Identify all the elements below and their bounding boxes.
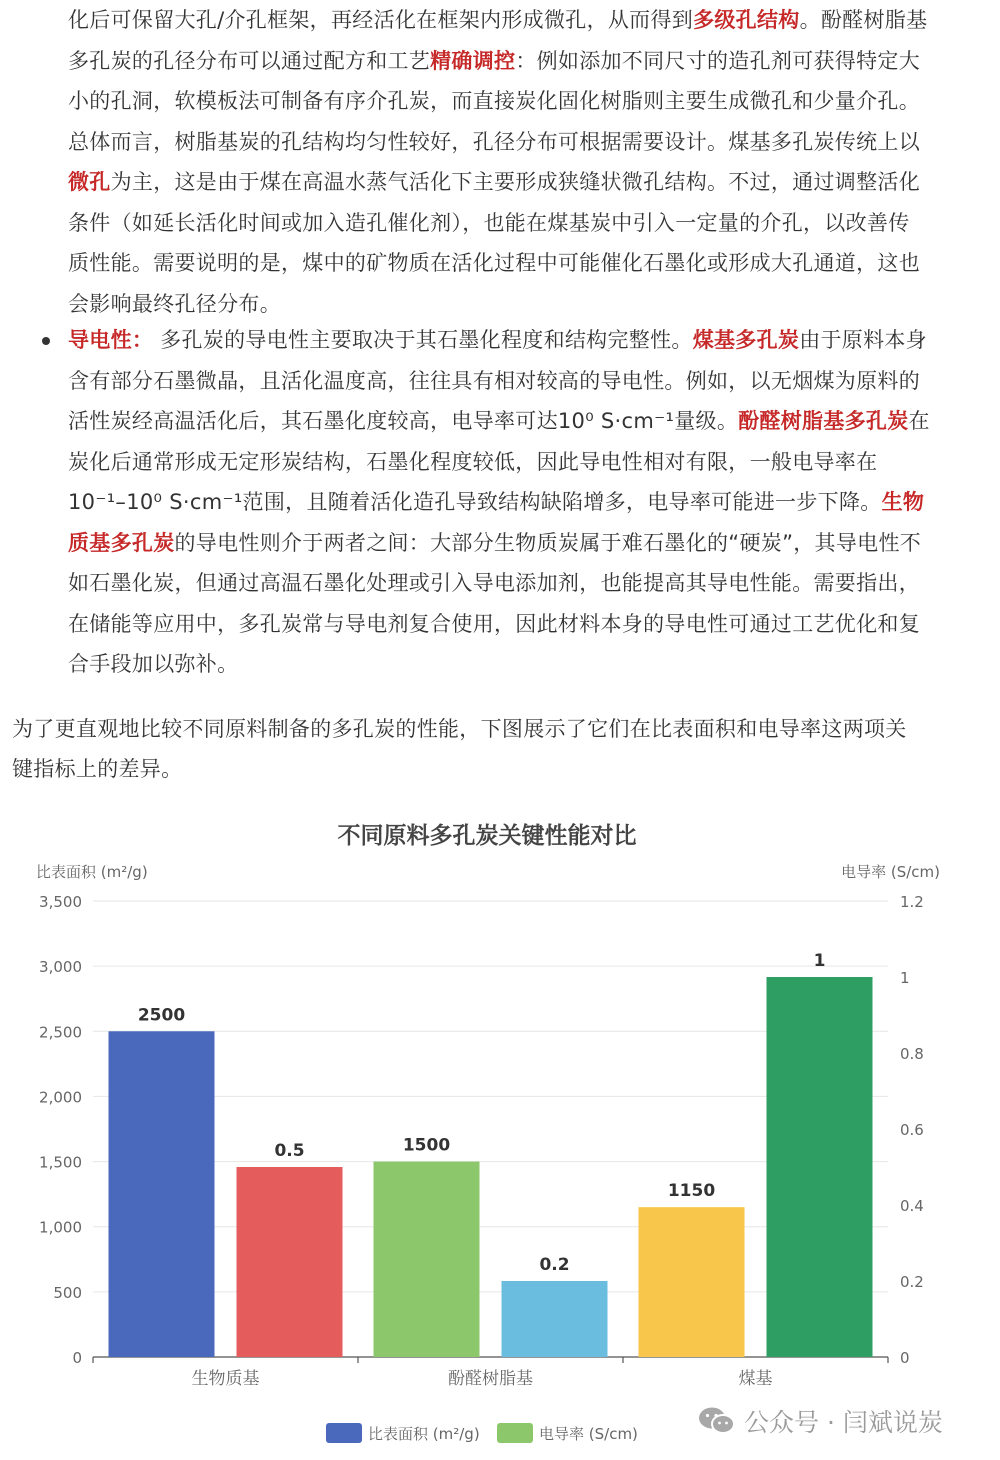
text-span: 在 xyxy=(908,409,930,433)
text-line xyxy=(68,482,978,523)
bar-conductivity xyxy=(767,977,873,1357)
text-span: 在储能等应用中，多孔炭常与导电剂复合使用，因此材料本身的导电性可通过工艺优化和复 xyxy=(68,611,920,636)
legend-label: 电导率 (S/cm) xyxy=(539,1425,638,1443)
text-line xyxy=(68,284,978,325)
text-span: 化后可保留大孔/介孔框架，再经活化在框架内形成微孔，从而得到 xyxy=(68,8,694,32)
text-span: 质性能。需要说明的是，煤中的矿物质在活化过程中可能催化石墨化或形成大孔通道，这也 xyxy=(68,251,920,275)
highlight-term: 多级孔结构 xyxy=(693,8,800,32)
bar-surface-area xyxy=(639,1207,745,1357)
chart-intro-paragraph xyxy=(12,709,992,789)
data-label: 2500 xyxy=(137,1005,186,1026)
text-line xyxy=(12,709,992,749)
text-span: 小的孔洞，软模板法可制备有序介孔炭，而直接炭化固化树脂则主要生成微孔和少量介孔。 xyxy=(68,89,920,113)
legend-swatch xyxy=(497,1423,533,1443)
bar-conductivity xyxy=(502,1281,608,1357)
comparison-bar-chart xyxy=(0,800,1000,1460)
conductivity-paragraph xyxy=(68,320,978,685)
y-left-tick-label: 2,000 xyxy=(39,1088,82,1107)
y-right-tick-label: 1.2 xyxy=(900,893,924,911)
highlight-term: 酚醛树脂基多孔炭 xyxy=(738,409,909,433)
text-span: 的导电性则介于两者之间：大部分生物质炭属于难石墨化的“硬炭”，其导电性不 xyxy=(174,530,922,555)
y-right-tick-label: 0.6 xyxy=(900,1121,924,1139)
text-line xyxy=(68,162,978,203)
x-tick-label: 生物质基 xyxy=(191,1369,260,1389)
watermark-text: 公众号 · 闫斌说炭 xyxy=(744,1408,943,1437)
highlight-term: 导电性： xyxy=(68,328,154,352)
text-span: 总体而言，树脂基炭的孔结构均匀性较好，孔径分布可根据需要设计。煤基多孔炭传统上以 xyxy=(68,129,920,154)
text-line xyxy=(68,122,978,163)
data-label: 1500 xyxy=(402,1135,451,1156)
text-span: 为了更直观地比较不同原料制备的多孔炭的性能，下图展示了它们在比表面积和电导率这两项关 xyxy=(12,717,907,741)
y-left-tick-label: 3,500 xyxy=(39,893,82,911)
text-line xyxy=(68,203,978,244)
text-span: 。酚醛树脂基 xyxy=(799,8,928,32)
y-right-tick-label: 0.4 xyxy=(900,1197,924,1215)
wechat-icon xyxy=(698,1406,736,1436)
text-line xyxy=(68,523,978,564)
highlight-term: 精确调控 xyxy=(430,48,516,73)
y-right-tick-label: 0.2 xyxy=(900,1273,924,1291)
legend-swatch xyxy=(326,1423,362,1443)
text-line xyxy=(68,320,978,361)
bar-surface-area xyxy=(374,1162,480,1357)
x-tick-label: 煤基 xyxy=(738,1369,773,1389)
y-right-tick-label: 0.8 xyxy=(900,1045,924,1063)
y-left-tick-label: 500 xyxy=(53,1283,82,1302)
text-span: 合手段加以弥补。 xyxy=(68,652,239,676)
text-line xyxy=(68,41,978,82)
text-span: 如石墨化炭，但通过高温石墨化处理或引入导电添加剂，也能提高其导电性能。需要指出， xyxy=(68,571,920,595)
highlight-term: 生物 xyxy=(881,490,925,514)
y-left-axis-label: 比表面积 (m²/g) xyxy=(36,863,148,881)
y-left-tick-label: 1,000 xyxy=(39,1218,82,1237)
text-span: 会影响最终孔径分布。 xyxy=(68,291,281,316)
highlight-term: 煤基多孔炭 xyxy=(692,328,800,352)
text-line xyxy=(68,563,978,604)
pore-structure-paragraph xyxy=(68,0,978,324)
text-span: 炭化后通常形成无定形炭结构，石墨化程度较低，因此导电性相对有限，一般电导率在 xyxy=(68,449,878,474)
y-left-tick-label: 2,500 xyxy=(39,1023,82,1042)
data-label: 0.2 xyxy=(539,1255,570,1275)
text-line xyxy=(68,243,978,284)
text-span: 含有部分石墨微晶，且活化温度高，往往具有相对较高的导电性。例如，以无烟煤为原料的 xyxy=(68,368,920,393)
bullet-dot xyxy=(42,337,50,345)
text-line xyxy=(68,81,978,122)
text-line xyxy=(68,644,978,685)
y-left-tick-label: 0 xyxy=(72,1349,82,1367)
bar-surface-area xyxy=(109,1031,215,1357)
text-line xyxy=(68,604,978,645)
text-line xyxy=(68,0,978,41)
text-span: 多孔炭的孔径分布可以通过配方和工艺 xyxy=(68,48,431,73)
y-right-tick-label: 1 xyxy=(900,969,910,987)
text-span: 为主，这是由于煤在高温水蒸气活化下主要形成狭缝状微孔结构。不过，通过调整活化 xyxy=(110,170,921,194)
data-label: 1150 xyxy=(667,1181,716,1202)
text-span: 10⁻¹–10⁰ S·cm⁻¹范围，且随着活化造孔导致结构缺陷增多，电导率可能进一步下降。 xyxy=(68,490,882,514)
text-span: 活性炭经高温活化后，其石墨化度较高，电导率可达10⁰ S·cm⁻¹量级。 xyxy=(68,409,739,433)
text-line xyxy=(68,442,978,483)
highlight-term: 微孔 xyxy=(68,170,111,194)
x-tick-label: 酚醛树脂基 xyxy=(448,1369,533,1389)
y-left-tick-label: 1,500 xyxy=(39,1153,82,1172)
text-span: ：例如添加不同尺寸的造孔剂可获得特定大 xyxy=(515,48,921,73)
y-right-tick-label: 0 xyxy=(900,1349,910,1367)
chart-title: 不同原料多孔炭关键性能对比 xyxy=(337,823,637,849)
text-span: 由于原料本身 xyxy=(799,328,927,352)
text-span: 键指标上的差异。 xyxy=(12,757,183,781)
y-left-tick-label: 3,000 xyxy=(39,958,82,977)
text-line xyxy=(12,749,992,789)
data-label: 0.5 xyxy=(274,1141,305,1161)
bar-conductivity xyxy=(237,1167,343,1357)
legend-label: 比表面积 (m²/g) xyxy=(368,1425,480,1443)
highlight-term: 质基多孔炭 xyxy=(68,530,175,555)
data-label: 1 xyxy=(813,951,826,971)
text-line xyxy=(68,361,978,402)
watermark xyxy=(698,1403,943,1439)
text-span: 条件（如延长活化时间或加入造孔催化剂），也能在煤基炭中引入一定量的介孔，以改善传 xyxy=(68,210,910,235)
y-right-axis-label: 电导率 (S/cm) xyxy=(841,863,940,881)
text-line xyxy=(68,401,978,442)
text-span: 多孔炭的导电性主要取决于其石墨化程度和结构完整性。 xyxy=(153,328,693,352)
